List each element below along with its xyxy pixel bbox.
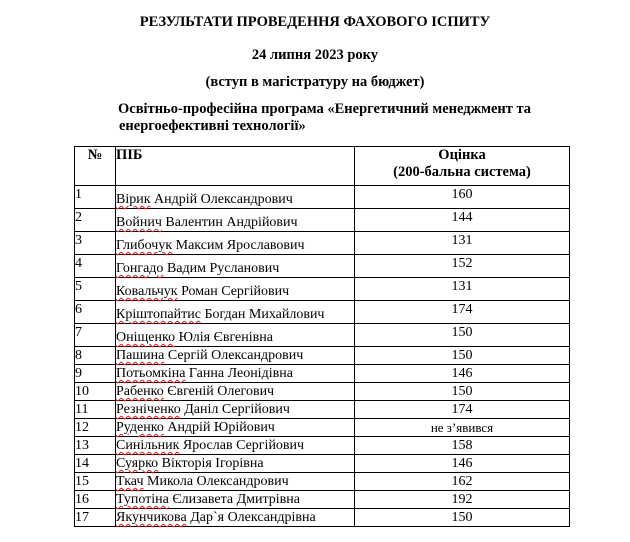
- student-given-names: Євгеній Олегович: [163, 384, 275, 399]
- table-row: [75, 419, 570, 437]
- student-name: [116, 419, 355, 437]
- student-score: 192: [355, 491, 570, 509]
- student-name: [116, 473, 355, 491]
- row-number: 5: [75, 278, 116, 301]
- student-surname: Войнич: [116, 215, 162, 230]
- student-score: 131: [355, 278, 570, 301]
- student-surname: Резніченко: [116, 402, 181, 417]
- student-name: [116, 365, 355, 383]
- table-row: [75, 437, 570, 455]
- student-name: [116, 437, 355, 455]
- student-name: [116, 455, 355, 473]
- student-given-names: Єлизавета Дмитрівна: [168, 492, 300, 507]
- student-score: 152: [355, 255, 570, 278]
- student-surname: Оніщенко: [116, 330, 176, 345]
- student-surname: Пашина: [116, 348, 165, 363]
- table-row: [75, 365, 570, 383]
- student-given-names: Богдан Михайлович: [200, 307, 325, 322]
- row-number: 4: [75, 255, 116, 278]
- results-table: [74, 146, 570, 527]
- student-given-names: Андрій Юрійович: [163, 420, 275, 435]
- table-row: [75, 278, 570, 301]
- student-name: [116, 401, 355, 419]
- student-score: 162: [355, 473, 570, 491]
- student-score: 131: [355, 232, 570, 255]
- row-number: 7: [75, 324, 116, 347]
- student-surname: Глибочук: [116, 238, 173, 253]
- student-score: 174: [355, 301, 570, 324]
- table-row: [75, 455, 570, 473]
- student-given-names: Роман Сергійович: [177, 284, 290, 299]
- row-number: 3: [75, 232, 116, 255]
- student-given-names: Ярослав Сергійович: [179, 438, 305, 453]
- student-surname: Якунчикова: [116, 510, 187, 525]
- row-number: 17: [75, 509, 116, 527]
- row-number: 9: [75, 365, 116, 383]
- student-surname: Рабенко: [116, 384, 164, 399]
- document-title: РЕЗУЛЬТАТИ ПРОВЕДЕННЯ ФАХОВОГО ІСПИТУ: [139, 14, 491, 30]
- student-name: [116, 186, 355, 209]
- table-row: [75, 383, 570, 401]
- student-score: 150: [355, 383, 570, 401]
- student-name: [116, 347, 355, 365]
- program-name-line-1: Освітньо-професійна програма «Енергетичний менеджмент та: [118, 101, 532, 117]
- row-number: 6: [75, 301, 116, 324]
- row-number: 16: [75, 491, 116, 509]
- student-surname: Потьомкіна: [116, 366, 186, 381]
- student-surname: Гонгадо: [116, 261, 164, 276]
- student-score: 146: [355, 365, 570, 383]
- student-name: [116, 491, 355, 509]
- table-row: [75, 232, 570, 255]
- student-score: 174: [355, 401, 570, 419]
- student-score: 144: [355, 209, 570, 232]
- table-row: [75, 301, 570, 324]
- student-name: [116, 301, 355, 324]
- row-number: 15: [75, 473, 116, 491]
- student-surname: Синільник: [116, 438, 180, 453]
- table-row: [75, 209, 570, 232]
- student-given-names: Максим Ярославович: [172, 238, 305, 253]
- student-given-names: Валентин Андрійович: [161, 215, 298, 230]
- student-given-names: Микола Олександрович: [143, 474, 289, 489]
- student-surname: Вірик: [116, 192, 151, 207]
- student-score: 150: [355, 509, 570, 527]
- table-row: [75, 491, 570, 509]
- header-name: ПІБ: [116, 147, 355, 186]
- table-row: [75, 509, 570, 527]
- student-given-names: Сергій Олександрович: [164, 348, 304, 363]
- student-name: [116, 383, 355, 401]
- row-number: 12: [75, 419, 116, 437]
- student-surname: Тупотіна: [116, 492, 169, 507]
- student-name: [116, 255, 355, 278]
- student-surname: Ткач: [116, 474, 144, 489]
- student-score: не з’явився: [355, 419, 570, 437]
- table-row: [75, 473, 570, 491]
- student-given-names: Даніл Сергійович: [180, 402, 290, 417]
- student-name: [116, 209, 355, 232]
- student-surname: Ковальчук: [116, 284, 178, 299]
- student-name: [116, 278, 355, 301]
- student-surname: Суярко: [116, 456, 159, 471]
- table-row: [75, 324, 570, 347]
- header-score-label: Оцінка: [438, 147, 486, 163]
- program-name: [118, 101, 538, 135]
- student-given-names: Андрій Олександрович: [150, 192, 293, 207]
- table-row: [75, 401, 570, 419]
- student-score: 150: [355, 324, 570, 347]
- table-row: [75, 186, 570, 209]
- student-given-names: Дар`я Олександрівна: [186, 510, 316, 525]
- student-score: 160: [355, 186, 570, 209]
- student-surname: Кріштопайтис: [116, 307, 201, 322]
- table-header-row: [75, 147, 570, 186]
- table-row: [75, 347, 570, 365]
- student-name: [116, 509, 355, 527]
- program-name-line-2: енергоефективні технології»: [119, 118, 306, 134]
- student-surname: Руденко: [116, 420, 164, 435]
- student-score: 158: [355, 437, 570, 455]
- header-score-scale: (200-бальна система): [393, 164, 531, 180]
- header-score: [355, 147, 570, 186]
- header-number: №: [75, 147, 116, 186]
- student-given-names: Вадим Русланович: [163, 261, 280, 276]
- exam-date: 24 липня 2023 року: [251, 47, 379, 63]
- student-score: 150: [355, 347, 570, 365]
- row-number: 11: [75, 401, 116, 419]
- row-number: 14: [75, 455, 116, 473]
- document-subtitle: (вступ в магістратуру на бюджет): [205, 74, 425, 90]
- student-given-names: Юлія Євгенівна: [175, 330, 273, 345]
- student-given-names: Ганна Леонідівна: [185, 366, 293, 381]
- row-number: 2: [75, 209, 116, 232]
- student-name: [116, 324, 355, 347]
- row-number: 8: [75, 347, 116, 365]
- row-number: 13: [75, 437, 116, 455]
- student-score: 146: [355, 455, 570, 473]
- student-name: [116, 232, 355, 255]
- row-number: 1: [75, 186, 116, 209]
- row-number: 10: [75, 383, 116, 401]
- student-given-names: Вікторія Ігорівна: [158, 456, 264, 471]
- table-row: [75, 255, 570, 278]
